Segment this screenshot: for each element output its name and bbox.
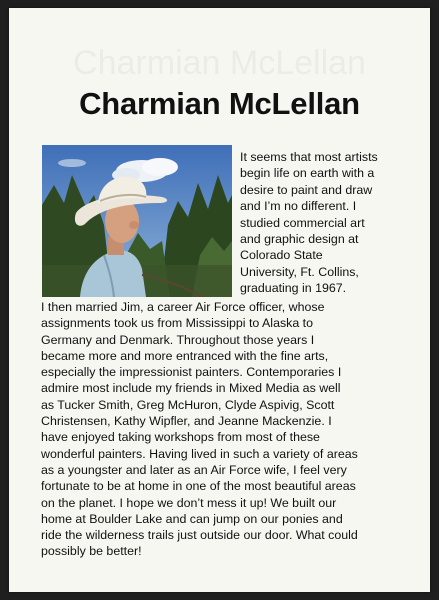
body-line: possibly be better!	[41, 544, 142, 559]
artist-name-title: Charmian McLellan	[79, 86, 360, 121]
intro-line: and graphic design at	[240, 232, 359, 247]
body-line: Germany and Denmark. Throughout those years I	[41, 332, 315, 347]
body-line: Christensen, Kathy Wipfler, and Jeanne Mackenzie. I	[41, 414, 332, 429]
body-line: ride the wilderness trails just outside our door. What could	[41, 528, 358, 543]
intro-line: graduating in 1967.	[240, 281, 347, 296]
body-line: have enjoyed taking workshops from most of these	[41, 430, 320, 445]
body-line: especially the impressionist painters. Contemporaries I	[41, 365, 342, 380]
intro-paragraph	[240, 149, 424, 297]
body-line: fortunate to be at home in one of the most beautiful areas	[41, 479, 356, 494]
intro-line: Colorado State	[240, 248, 323, 263]
artist-photo	[42, 145, 232, 297]
body-line: home at Boulder Lake and can jump on our ponies and	[41, 511, 343, 526]
intro-line: It seems that most artists	[240, 150, 378, 164]
intro-line: begin life on earth with a	[240, 166, 375, 181]
intro-line: University, Ft. Collins,	[240, 264, 359, 279]
body-line: on the planet. I hope we don’t mess it up! We built our	[41, 495, 337, 510]
body-line: became more and more entranced with the fine arts,	[41, 348, 329, 363]
photo-artist-in-cowboy-hat	[42, 145, 232, 297]
show-through-title	[9, 44, 430, 83]
body-line: wonderful painters. Having lived in such a variety of areas	[41, 446, 358, 461]
artist-bio-poster	[9, 8, 430, 592]
body-line: as Tucker Smith, Greg McHuron, Clyde Aspivig, Scott	[41, 397, 335, 412]
body-line: I then married Jim, a career Air Force officer, whose	[41, 300, 325, 314]
intro-line: desire to paint and draw	[240, 182, 373, 197]
body-line: assignments took us from Mississippi to Alaska to	[41, 316, 314, 331]
intro-line: studied commercial art	[240, 215, 365, 230]
biography-paragraph	[41, 299, 425, 560]
body-line: admire most include my friends in Mixed Media as well	[41, 381, 341, 396]
body-line: as a youngster and later as an Air Force wife, I feel very	[41, 462, 347, 477]
intro-line: and I’m no different. I	[240, 199, 357, 214]
